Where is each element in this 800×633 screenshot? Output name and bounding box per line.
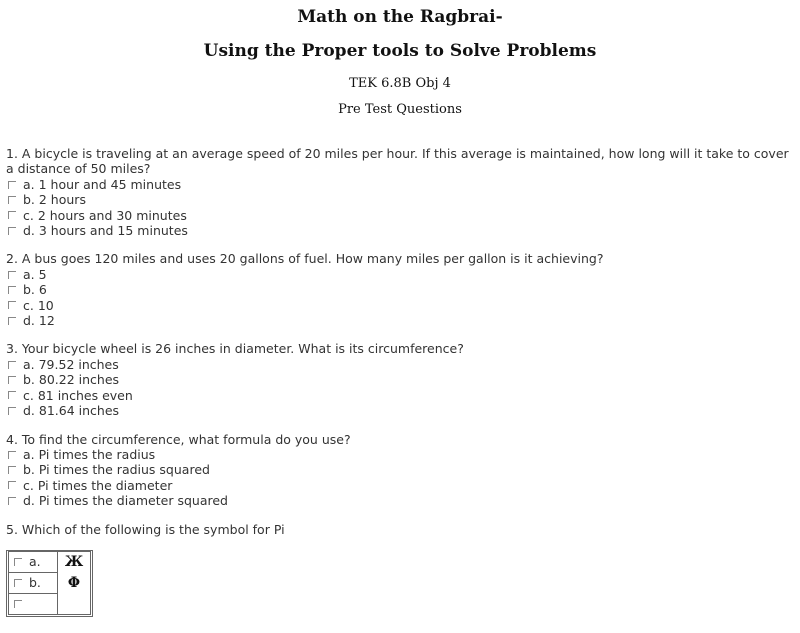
section-title: Pre Test Questions bbox=[338, 102, 462, 117]
option-label: c. 10 bbox=[23, 297, 54, 313]
option-label: a. bbox=[29, 554, 41, 570]
checkbox[interactable] bbox=[8, 376, 16, 384]
checkbox[interactable] bbox=[8, 286, 16, 294]
question-1 bbox=[6, 146, 796, 238]
option-b[interactable] bbox=[6, 192, 796, 207]
checkbox[interactable] bbox=[14, 600, 22, 608]
symbols-cell bbox=[58, 551, 91, 614]
option-label: d. 12 bbox=[23, 313, 55, 329]
option-label: b. 2 hours bbox=[23, 192, 86, 208]
option-label: b. bbox=[29, 575, 41, 591]
option-a[interactable] bbox=[9, 551, 58, 572]
checkbox[interactable] bbox=[8, 391, 16, 399]
option-c[interactable] bbox=[6, 298, 796, 313]
option-label: a. 79.52 inches bbox=[23, 356, 119, 372]
checkbox[interactable] bbox=[8, 271, 16, 279]
option-c[interactable] bbox=[6, 478, 796, 493]
option-d[interactable] bbox=[6, 403, 796, 418]
option-label: c. 2 hours and 30 minutes bbox=[23, 207, 187, 223]
checkbox[interactable] bbox=[8, 497, 16, 505]
option-label: c. Pi times the diameter bbox=[23, 477, 173, 493]
option-d[interactable] bbox=[6, 313, 796, 328]
checkbox[interactable] bbox=[8, 407, 16, 415]
question-5 bbox=[6, 522, 796, 621]
option-d[interactable] bbox=[6, 493, 796, 508]
option-b[interactable] bbox=[6, 282, 796, 297]
checkbox[interactable] bbox=[8, 317, 16, 325]
symbol-phi: Φ bbox=[67, 574, 81, 591]
question-text: 5. Which of the following is the symbol for Pi bbox=[6, 521, 285, 537]
tek-label: TEK 6.8B Obj 4 bbox=[349, 76, 451, 91]
option-label: b. 80.22 inches bbox=[23, 372, 120, 388]
option-b[interactable] bbox=[6, 372, 796, 387]
option-a[interactable] bbox=[6, 447, 796, 462]
checkbox[interactable] bbox=[14, 579, 22, 587]
option-c[interactable] bbox=[9, 593, 58, 614]
question-text: 3. Your bicycle wheel is 26 inches in diameter. What is its circumference? bbox=[6, 341, 464, 357]
questions bbox=[6, 146, 796, 633]
option-label: a. Pi times the radius bbox=[23, 446, 156, 462]
checkbox[interactable] bbox=[8, 451, 16, 459]
page-title: Math on the Ragbrai- bbox=[297, 7, 503, 27]
question-3 bbox=[6, 341, 796, 418]
option-label: c. 81 inches even bbox=[23, 387, 133, 403]
option-b[interactable] bbox=[6, 462, 796, 477]
checkbox[interactable] bbox=[8, 466, 16, 474]
option-label: b. 6 bbox=[23, 282, 47, 298]
option-a[interactable] bbox=[6, 177, 796, 192]
option-label: d. 81.64 inches bbox=[23, 403, 120, 419]
option-a[interactable] bbox=[6, 267, 796, 282]
option-label: d. Pi times the diameter squared bbox=[23, 493, 228, 509]
checkbox[interactable] bbox=[8, 211, 16, 219]
option-label: d. 3 hours and 15 minutes bbox=[23, 223, 188, 239]
option-a[interactable] bbox=[6, 357, 796, 372]
checkbox[interactable] bbox=[8, 361, 16, 369]
checkbox[interactable] bbox=[8, 196, 16, 204]
question-text: 1. A bicycle is traveling at an average speed of 20 miles per hour. If this average is maintained, how long will it take to cover a distance of 50 miles? bbox=[6, 146, 789, 177]
page-subtitle: Using the Proper tools to Solve Problems bbox=[203, 41, 597, 61]
option-label: a. 5 bbox=[23, 266, 47, 282]
checkbox[interactable] bbox=[8, 481, 16, 489]
question-text: 4. To find the circumference, what formula do you use? bbox=[6, 431, 351, 447]
checkbox[interactable] bbox=[14, 558, 22, 566]
option-c[interactable] bbox=[6, 388, 796, 403]
option-d[interactable] bbox=[6, 223, 796, 238]
checkbox[interactable] bbox=[8, 227, 16, 235]
option-label: a. 1 hour and 45 minutes bbox=[23, 176, 182, 192]
symbol-table bbox=[6, 550, 93, 617]
option-c[interactable] bbox=[6, 208, 796, 223]
question-2 bbox=[6, 251, 796, 328]
checkbox[interactable] bbox=[8, 301, 16, 309]
checkbox[interactable] bbox=[8, 181, 16, 189]
question-text: 2. A bus goes 120 miles and uses 20 gallons of fuel. How many miles per gallon is it achieving? bbox=[6, 251, 604, 267]
question-4 bbox=[6, 432, 796, 509]
option-b[interactable] bbox=[9, 572, 58, 593]
option-label: b. Pi times the radius squared bbox=[23, 462, 210, 478]
symbol-zhe: Ж bbox=[64, 553, 84, 570]
